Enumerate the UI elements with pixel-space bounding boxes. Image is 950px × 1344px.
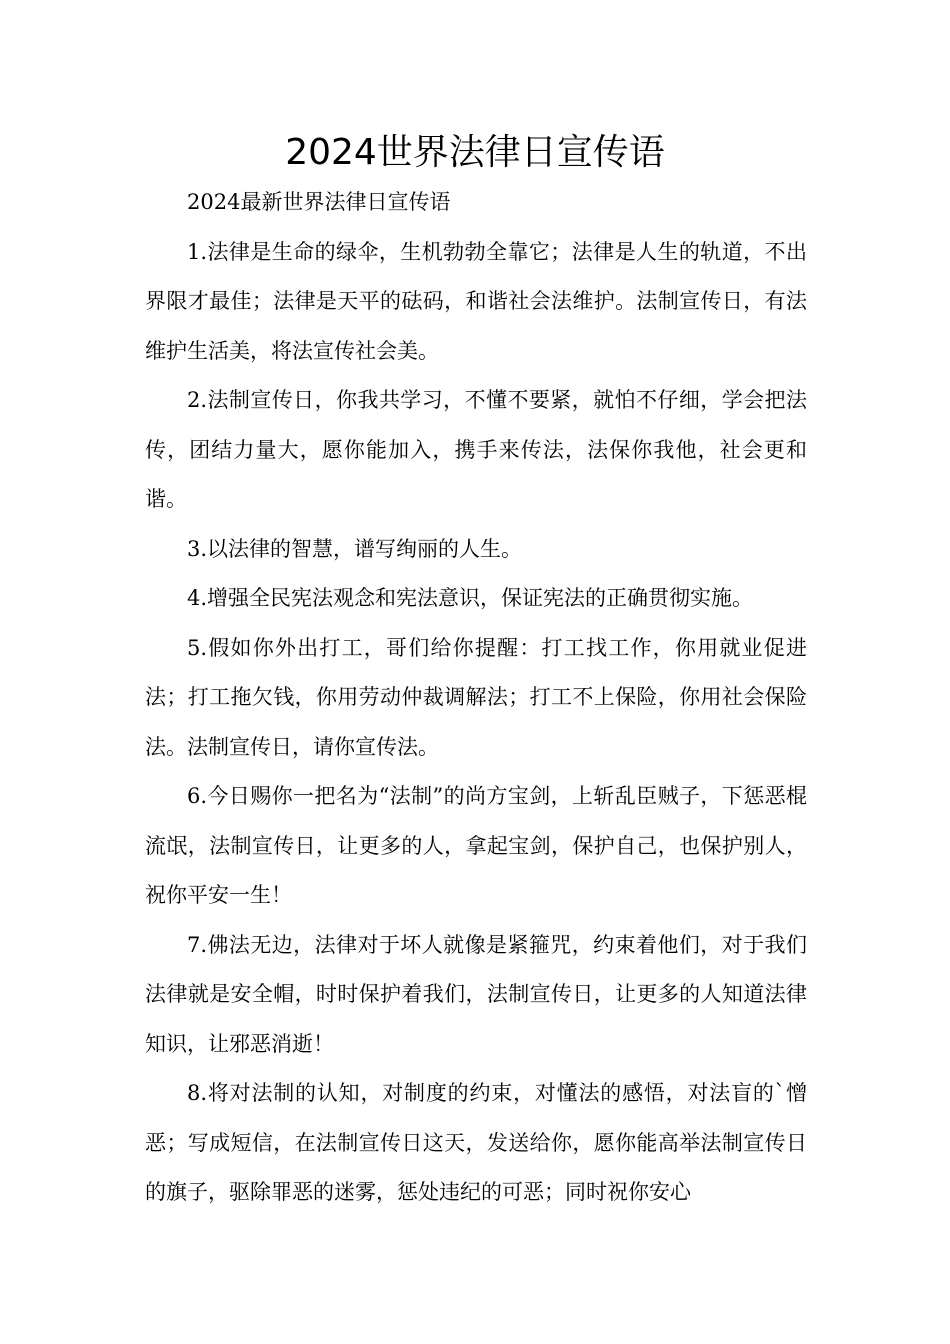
- paragraph-8: 8.将对法制的认知，对制度的约束，对懂法的感悟，对法盲的`憎恶；写成短信，在法制宣传日这天，发送给你，愿你能高举法制宣传日的旗子，驱除罪恶的迷雾，惩处违纪的可恶；同时祝你安心: [145, 1081, 807, 1204]
- paragraph-6: 6.今日赐你一把名为“法制”的尚方宝剑，上斩乱臣贼子，下惩恶棍流氓，法制宣传日，让更多的人，拿起宝剑，保护自己，也保护别人，祝你平安一生！: [145, 784, 807, 907]
- paragraph-1: 1.法律是生命的绿伞，生机勃勃全靠它；法律是人生的轨道，不出界限才最佳；法律是天平的砝码，和谐社会法维护。法制宣传日，有法维护生活美，将法宣传社会美。: [145, 239, 807, 363]
- document-subtitle: 2024最新世界法律日宣传语: [187, 190, 451, 214]
- paragraph-5: 5.假如你外出打工，哥们给你提醒：打工找工作，你用就业促进法；打工拖欠钱，你用劳动仲裁调解法；打工不上保险，你用社会保险法。法制宣传日，请你宣传法。: [145, 635, 807, 759]
- paragraph-3: 3.以法律的智慧，谱写绚丽的人生。: [187, 536, 523, 561]
- paragraph-7: 7.佛法无边，法律对于坏人就像是紧箍咒，约束着他们，对于我们法律就是安全帽，时时保护着我们，法制宣传日，让更多的人知道法律知识，让邪恶消逝！: [145, 932, 807, 1056]
- document-title: 2024世界法律日宣传语: [285, 132, 665, 173]
- paragraph-4: 4.增强全民宪法观念和宪法意识，保证宪法的正确贯彻实施。: [187, 586, 754, 610]
- document-body: [145, 178, 807, 1218]
- paragraph-2: 2.法制宣传日，你我共学习，不懂不要紧，就怕不仔细，学会把法传，团结力量大，愿你能加入，携手来传法，法保你我他，社会更和谐。: [145, 388, 807, 511]
